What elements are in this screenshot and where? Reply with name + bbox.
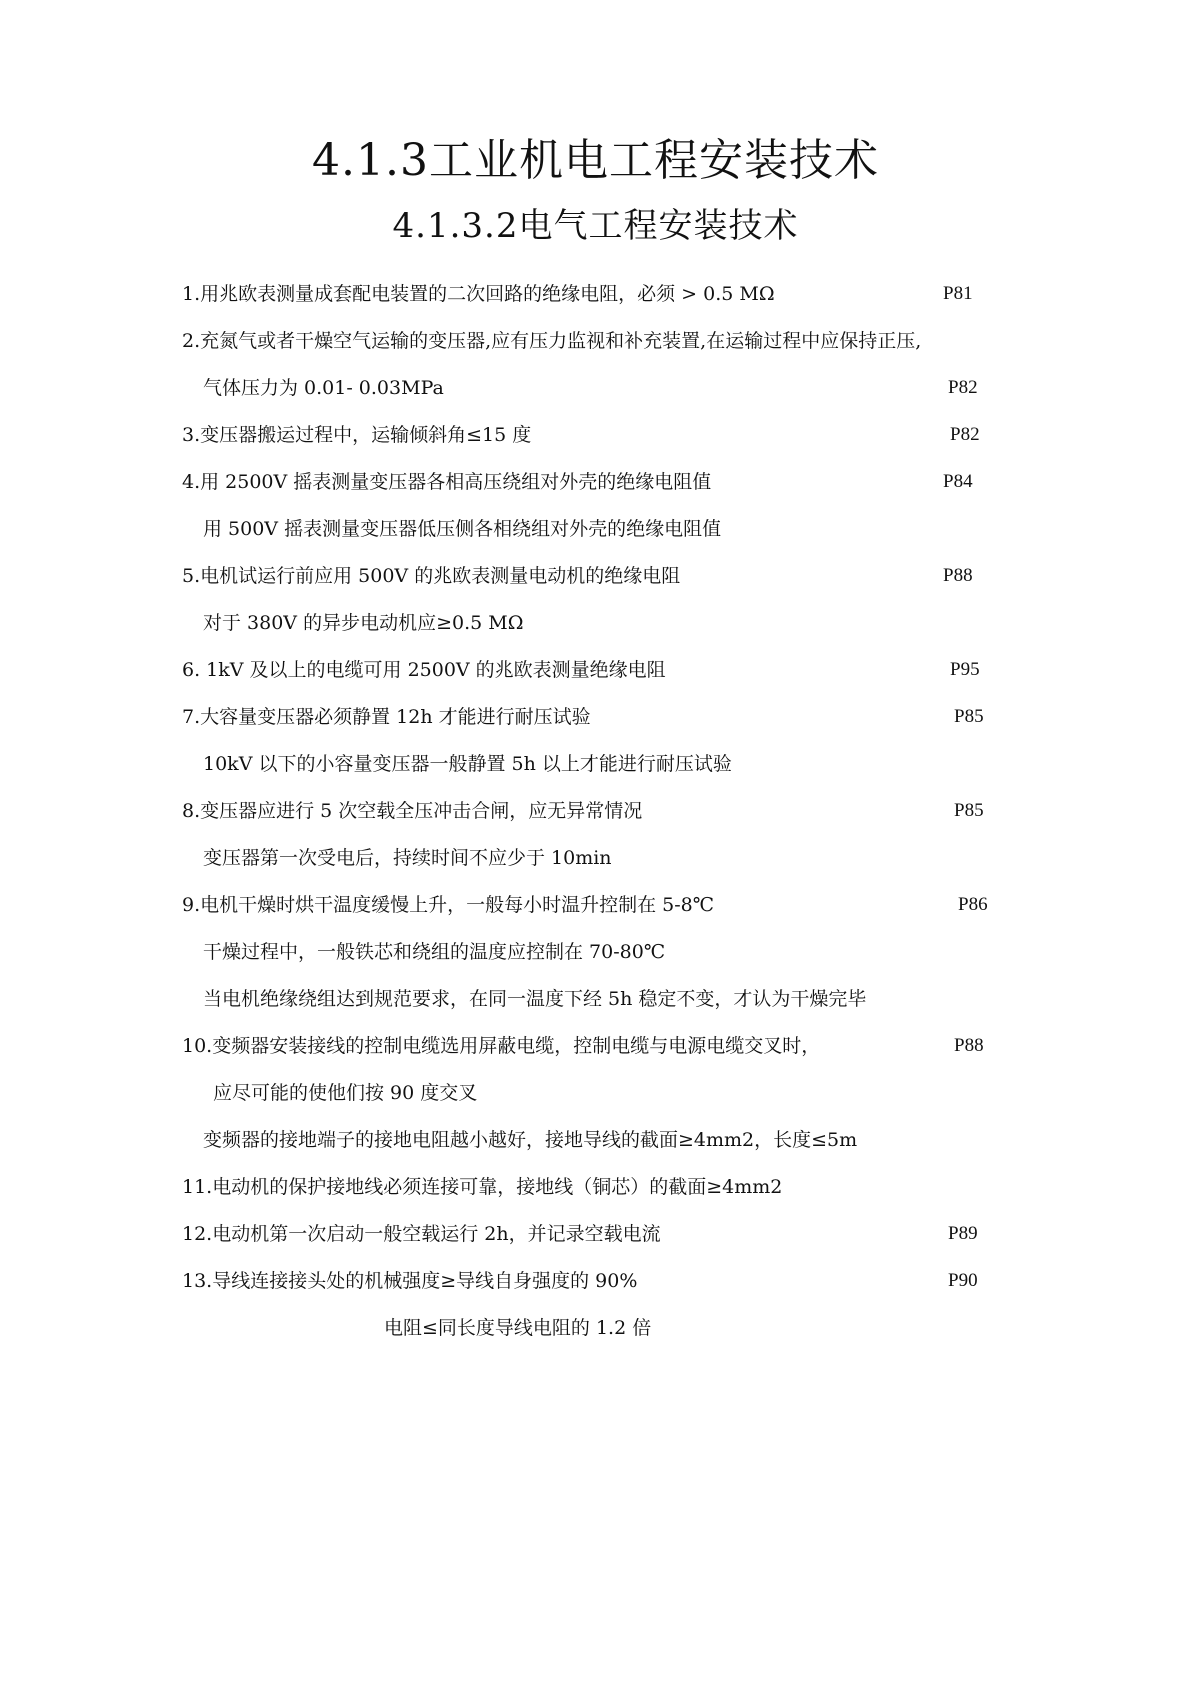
line-text: 气体压力为 0.01- 0.03MPa <box>203 377 444 399</box>
page-ref: P88 <box>954 1035 984 1056</box>
line-text: 7.大容量变压器必须静置 12h 才能进行耐压试验 <box>182 706 591 728</box>
page-ref: P84 <box>943 471 973 492</box>
page-ref: P82 <box>948 377 978 398</box>
line-text: 变频器的接地端子的接地电阻越小越好，接地导线的截面≥4mm2，长度≤5m <box>203 1129 858 1151</box>
line-text: 3.变压器搬运过程中，运输倾斜角≤15 度 <box>182 424 532 446</box>
line-text: 12.电动机第一次启动一般空载运行 2h，并记录空载电流 <box>182 1223 661 1245</box>
line-text: 应尽可能的使他们按 90 度交叉 <box>213 1082 478 1104</box>
line-text: 6. 1kV 及以上的电缆可用 2500V 的兆欧表测量绝缘电阻 <box>182 659 666 681</box>
line-text: 5.电机试运行前应用 500V 的兆欧表测量电动机的绝缘电阻 <box>182 565 681 587</box>
page-ref: P86 <box>958 894 988 915</box>
line-text: 8.变压器应进行 5 次空载全压冲击合闸，应无异常情况 <box>182 800 643 822</box>
line-text: 当电机绝缘绕组达到规范要求，在同一温度下经 5h 稳定不变，才认为干燥完毕 <box>203 988 867 1010</box>
page-ref: P90 <box>948 1270 978 1291</box>
line-text: 电阻≤同长度导线电阻的 1.2 倍 <box>384 1317 652 1339</box>
page-ref: P81 <box>943 283 973 304</box>
document-subtitle: 4.1.3.2电气工程安装技术 <box>392 206 799 246</box>
page-ref: P85 <box>954 800 984 821</box>
line-text: 干燥过程中，一般铁芯和绕组的温度应控制在 70-80℃ <box>203 941 666 963</box>
line-text: 11.电动机的保护接地线必须连接可靠，接地线（铜芯）的截面≥4mm2 <box>182 1176 783 1198</box>
page-ref: P85 <box>954 706 984 727</box>
page-ref: P82 <box>950 424 980 445</box>
line-text: 13.导线连接接头处的机械强度≥导线自身强度的 90% <box>182 1270 638 1292</box>
page-ref: P95 <box>950 659 980 680</box>
line-text: 10.变频器安装接线的控制电缆选用屏蔽电缆，控制电缆与电源电缆交叉时， <box>182 1035 821 1057</box>
line-text: 1.用兆欧表测量成套配电装置的二次回路的绝缘电阻，必须 > 0.5 MΩ <box>182 283 775 305</box>
document-title: 4.1.3工业机电工程安装技术 <box>312 135 879 186</box>
page-ref: P89 <box>948 1223 978 1244</box>
page-ref: P88 <box>943 565 973 586</box>
line-text: 用 500V 摇表测量变压器低压侧各相绕组对外壳的绝缘电阻值 <box>203 518 722 540</box>
line-text: 10kV 以下的小容量变压器一般静置 5h 以上才能进行耐压试验 <box>203 753 732 775</box>
line-text: 4.用 2500V 摇表测量变压器各相高压绕组对外壳的绝缘电阻值 <box>182 471 712 493</box>
line-text: 2.充氮气或者干燥空气运输的变压器,应有压力监视和补充装置,在运输过程中应保持正压, <box>182 330 922 352</box>
line-text: 变压器第一次受电后，持续时间不应少于 10min <box>203 847 612 869</box>
line-text: 对于 380V 的异步电动机应≥0.5 MΩ <box>203 612 524 634</box>
line-text: 9.电机干燥时烘干温度缓慢上升，一般每小时温升控制在 5-8℃ <box>182 894 715 916</box>
